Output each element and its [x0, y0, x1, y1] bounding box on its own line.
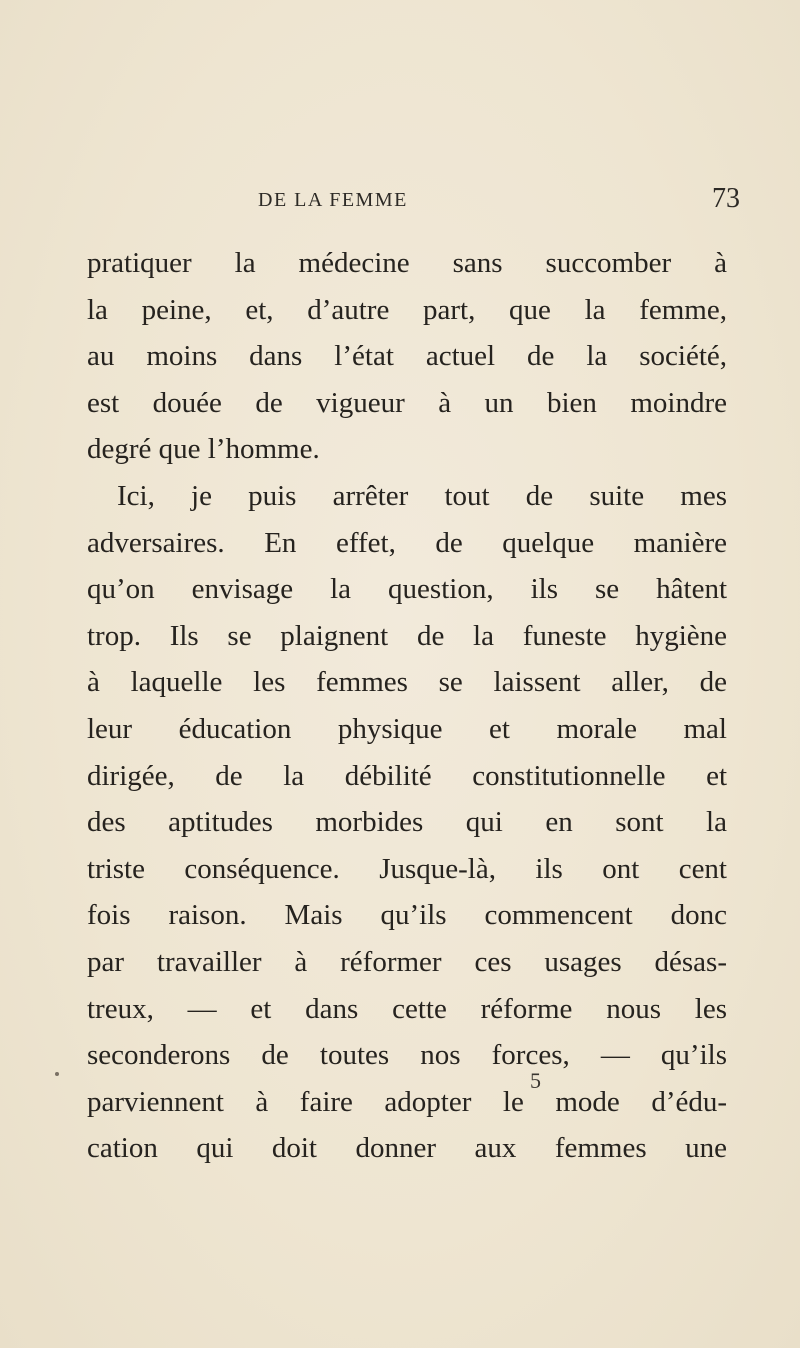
text-line: triste conséquence. Jusque-là, ils ont cent	[87, 852, 727, 885]
page-number: 73	[712, 183, 740, 214]
paper-speck	[55, 1072, 59, 1076]
paragraph-first-line: Ici, je puis arrêter tout de suite mes	[117, 479, 727, 512]
text-line: des aptitudes morbides qui en sont la	[87, 806, 727, 839]
text-line: pratiquer la médecine sans succomber à	[87, 247, 727, 279]
text-line: cation qui doit donner aux femmes une	[87, 1132, 727, 1165]
body-text	[87, 240, 727, 1172]
signature-mark: 5	[530, 1068, 541, 1093]
text-line: au moins dans l’état actuel de la société,	[87, 340, 727, 373]
text-line: trop. Ils se plaignent de la funeste hygiène	[87, 619, 727, 652]
page-header	[0, 183, 800, 223]
text-line: leur éducation physique et morale mal	[87, 712, 727, 745]
text-line: seconderons de toutes nos forces, — qu’ils	[87, 1039, 727, 1072]
running-title: DE LA FEMME	[258, 189, 408, 211]
text-line: par travailler à réformer ces usages désas-	[87, 945, 727, 978]
text-line: adversaires. En effet, de quelque manière	[87, 526, 727, 559]
text-line: fois raison. Mais qu’ils commencent donc	[87, 899, 727, 932]
text-line: est douée de vigueur à un bien moindre	[87, 386, 727, 419]
text-line: qu’on envisage la question, ils se hâtent	[87, 573, 727, 606]
text-line: la peine, et, d’autre part, que la femme,	[87, 293, 727, 326]
text-line: parviennent à faire adopter le mode d’édu-	[87, 1085, 727, 1118]
text-line: treux, — et dans cette réforme nous les	[87, 992, 727, 1025]
text-line: à laquelle les femmes se laissent aller, de	[87, 666, 727, 699]
text-line: degré que l’homme.	[87, 433, 320, 466]
text-line: dirigée, de la débilité constitutionnelle et	[87, 759, 727, 792]
